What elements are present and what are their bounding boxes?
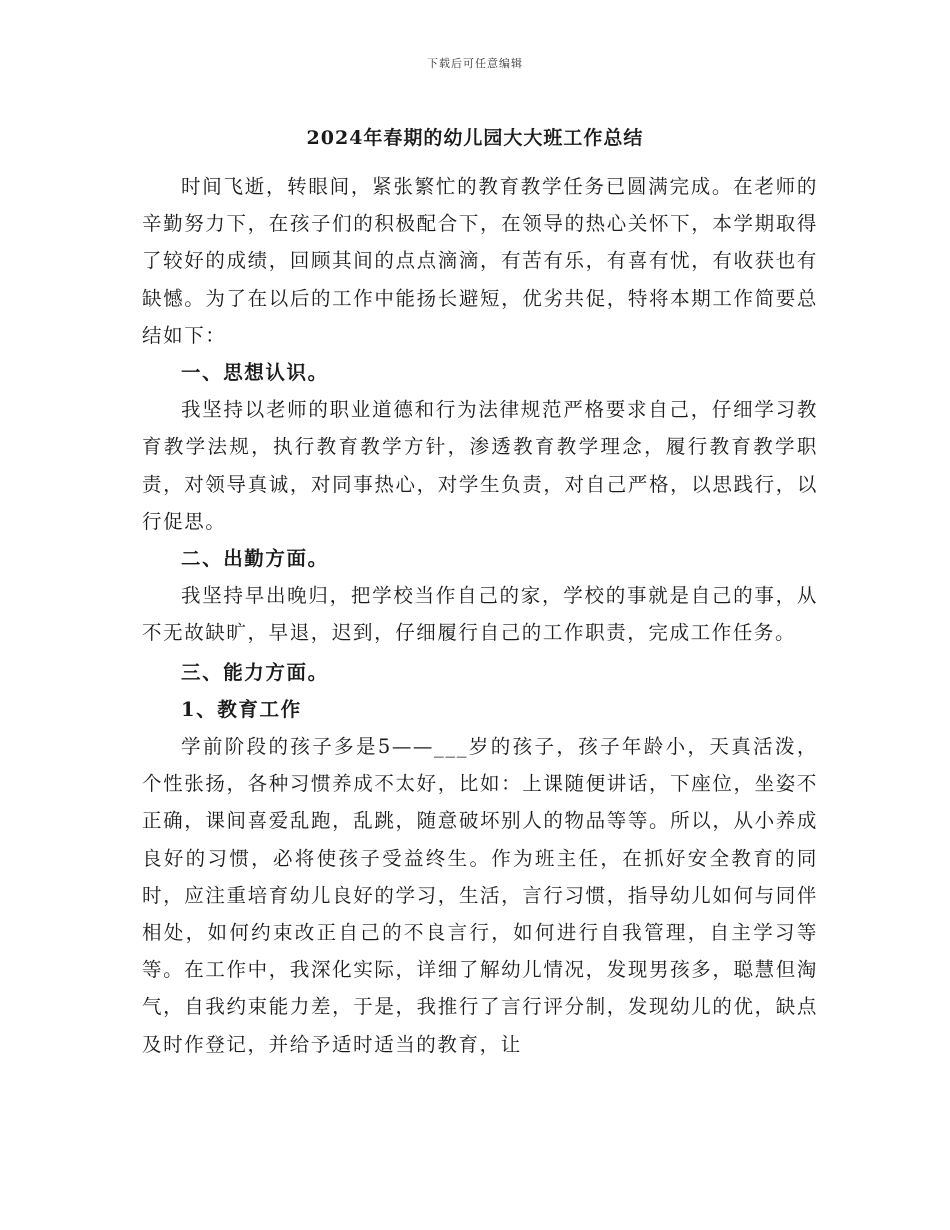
section-heading-attendance: 二、出勤方面。 — [181, 547, 329, 571]
intro-paragraph: 时间飞逝，转眼间，紧张繁忙的教育教学任务已圆满完成。在老师的辛勤努力下，在孩子们的积极配合下，在领导的热心关怀下，本学期取得了较好的成绩，回顾其间的点点滴滴，有苦有乐，有喜有忧，有收获也有缺憾。为了在以后的工作中能扬长避短，优劣共促，特将本期工作简要总结如下： — [142, 175, 818, 347]
subsection-heading-education: 1、教育工作 — [181, 697, 302, 721]
document-body — [142, 168, 818, 1063]
section-heading-ability: 三、能力方面。 — [181, 660, 329, 684]
attendance-paragraph: 我坚持早出晚归，把学校当作自己的家，学校的事就是自己的事，从不无故缺旷，早退，迟到，仔细履行自己的工作职责，完成工作任务。 — [142, 584, 818, 645]
document-title: 2024年春期的幼儿园大大班工作总结 — [306, 127, 644, 149]
thought-paragraph: 我坚持以老师的职业道德和行为法律规范严格要求自己，仔细学习教育教学法规，执行教育教学方针，渗透教育教学理念，履行教育教学职责，对领导真诚，对同事热心，对学生负责，对自己严格，以思践行，以行促思。 — [142, 398, 818, 533]
header-note: 下载后可任意编辑 — [427, 57, 523, 70]
education-paragraph: 学前阶段的孩子多是5——___岁的孩子，孩子年龄小，天真活泼，个性张扬，各种习惯养成不太好，比如：上课随便讲话，下座位，坐姿不正确，课间喜爱乱跑，乱跳，随意破坏别人的物品等等。所以，从小养成良好的习惯，必将使孩子受益终生。作为班主任，在抓好安全教育的同时，应注重培育幼儿良好的学习，生活，言行习惯，指导幼儿如何与同伴相处，如何约束改正自己的不良言行，如何进行自我管理，自主学习等等。在工作中，我深化实际，详细了解幼儿情况，发现男孩多，聪慧但淘气，自我约束能力差，于是，我推行了言行评分制，发现幼儿的优，缺点及时作登记，并给予适时适当的教育，让 — [142, 735, 818, 1056]
section-heading-thought: 一、思想认识。 — [181, 361, 329, 385]
